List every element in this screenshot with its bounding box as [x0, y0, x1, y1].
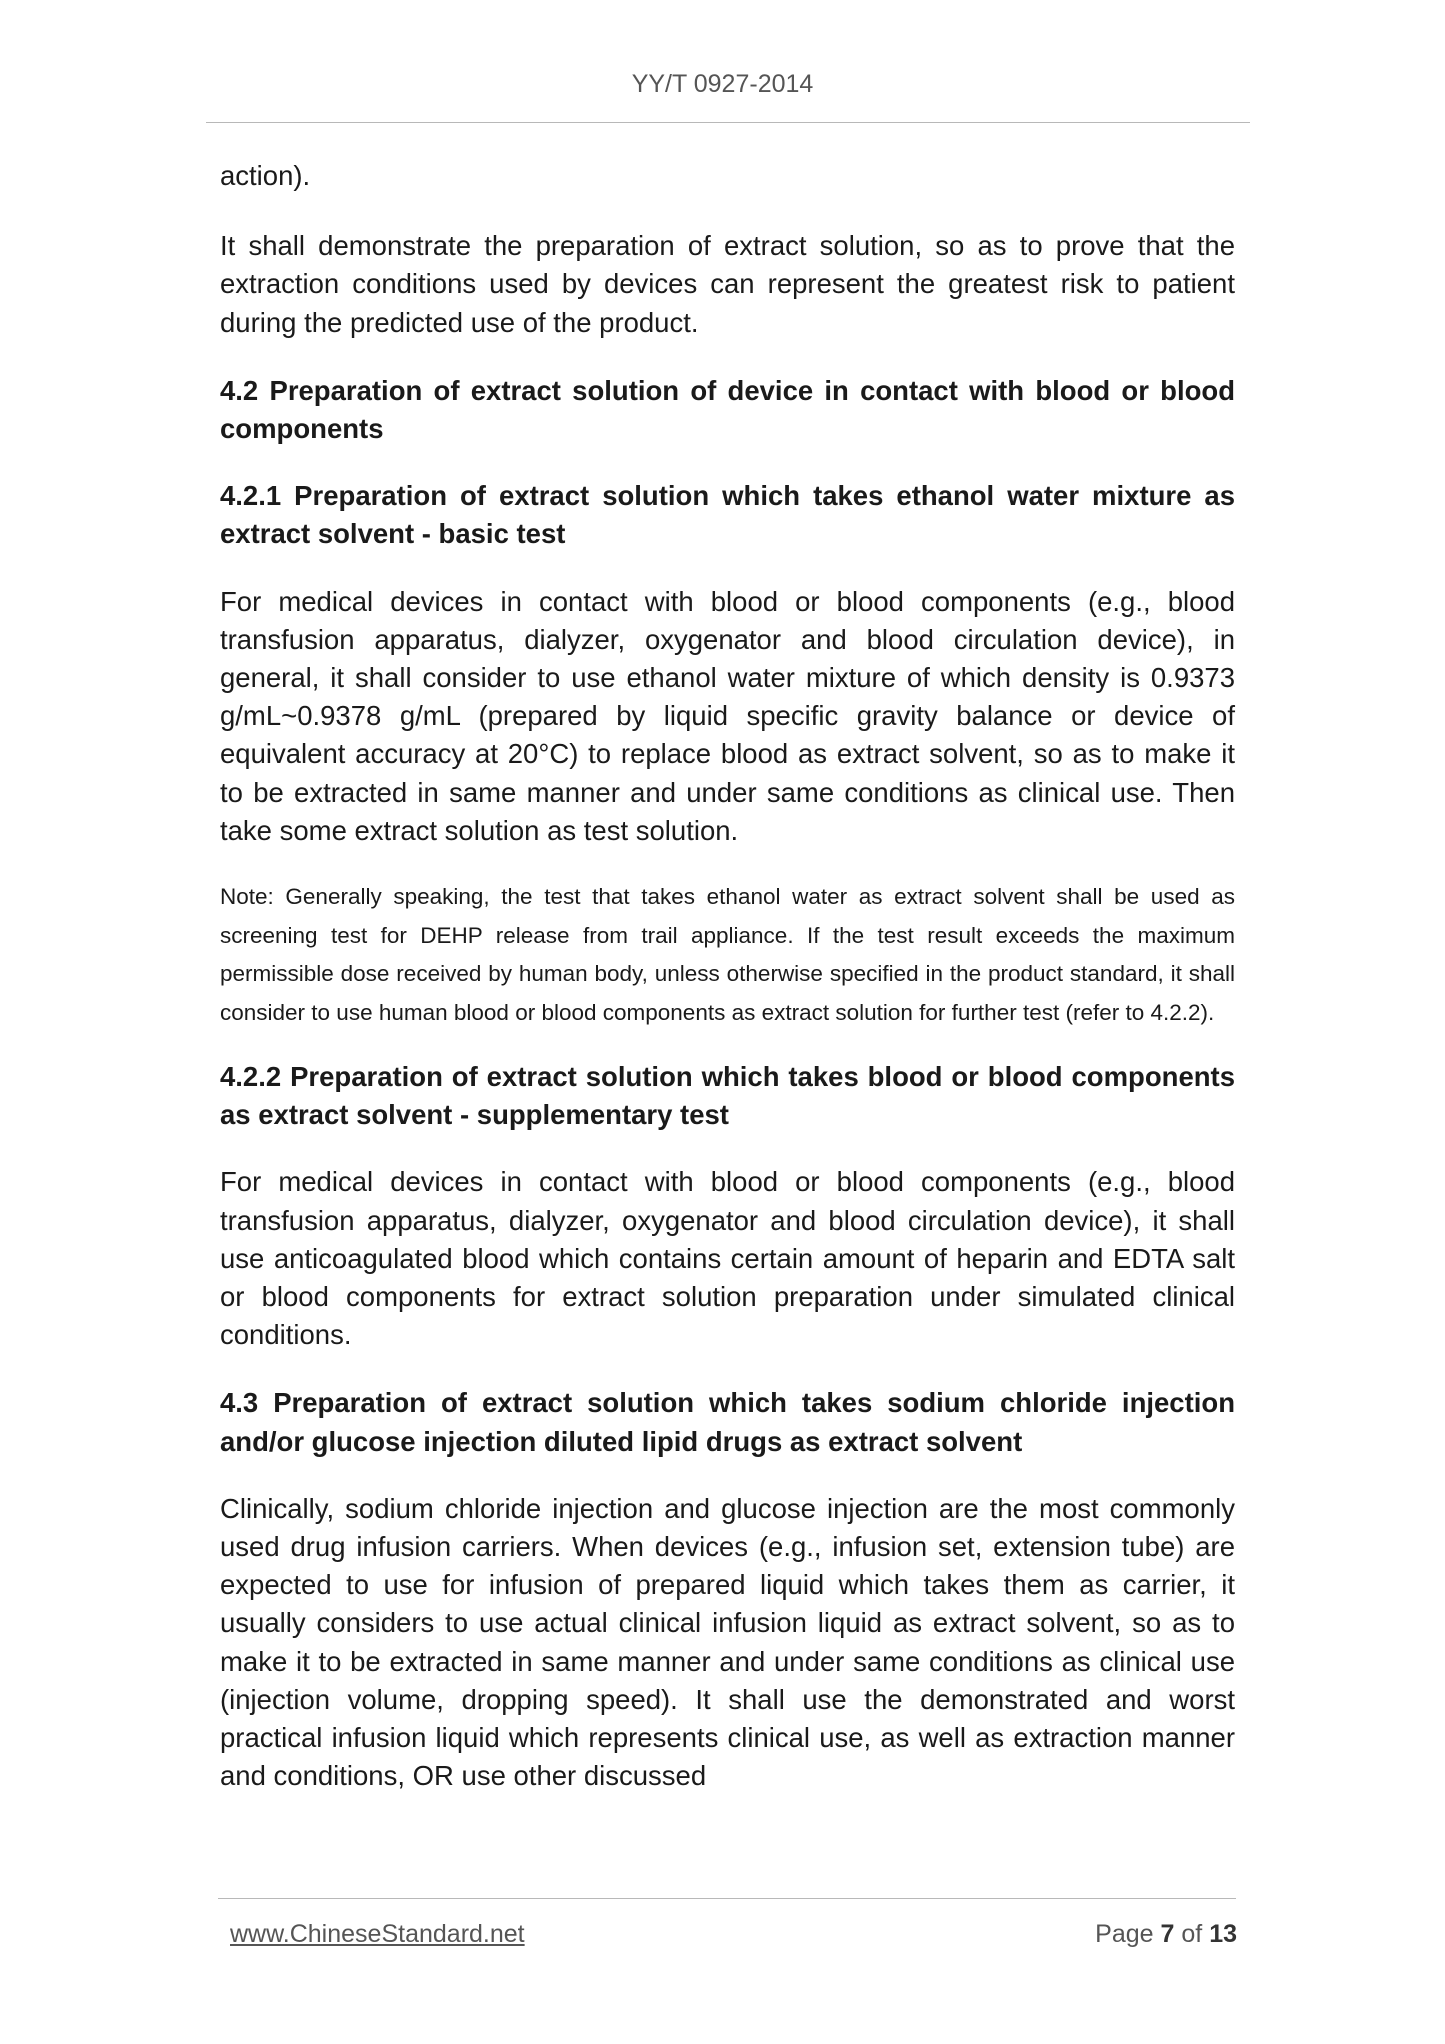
footer-divider [218, 1898, 1236, 1899]
page-current: 7 [1160, 1920, 1175, 1948]
section-heading-4-3: 4.3 Preparation of extract solution which takes sodium chloride injection and/or glucose injection diluted lipid drugs as extract solvent [220, 1387, 1235, 1457]
page-total: 13 [1209, 1920, 1237, 1948]
section-heading-4-2-1: 4.2.1 Preparation of extract solution which takes ethanol water mixture as extract solvent - basic test [220, 480, 1235, 550]
document-id-header: YY/T 0927-2014 [631, 70, 814, 98]
note-paragraph: Note: Generally speaking, the test that takes ethanol water as extract solvent shall be used as screening test for DEHP release from trail appliance. If the test result exceeds the maximum permissible dose received by human body, unless otherwise specified in the product standard, it shall consider to use human blood or blood components as extract solution for further test (refer to 4.2.2). [220, 884, 1235, 1025]
page-number [1095, 1920, 1237, 1949]
paragraph-demonstration: It shall demonstrate the preparation of extract solution, so as to prove that the extraction conditions used by devices can represent the greatest risk to patient during the predicted use of the product. [220, 230, 1235, 338]
paragraph-4-2-2: For medical devices in contact with blood or blood components (e.g., blood transfusion apparatus, dialyzer, oxygenator and blood circulation device), it shall use anticoagulated blood which contains certain amount of heparin and EDTA salt or blood components for extract solution preparation under simulated clinical conditions. [220, 1166, 1235, 1351]
page-body [220, 157, 1235, 1826]
page-of: of [1181, 1920, 1203, 1948]
paragraph-4-2-1: For medical devices in contact with blood or blood components (e.g., blood transfusion apparatus, dialyzer, oxygenator and blood circulation device), in general, it shall consider to use ethanol water mixture of which density is 0.9373 g/mL~0.9378 g/mL (prepared by liquid specific gravity balance or device of equivalent accuracy at 20°C) to replace blood as extract solvent, so as to make it to be extracted in same manner and under same conditions as clinical use. Then take some extract solution as test solution. [220, 585, 1235, 846]
section-heading-4-2-2: 4.2.2 Preparation of extract solution which takes blood or blood components as extract solvent - supplementary test [220, 1061, 1235, 1131]
section-heading-4-2: 4.2 Preparation of extract solution of device in contact with blood or blood components [220, 374, 1235, 445]
website-link[interactable]: www.ChineseStandard.net [230, 1920, 525, 1948]
page-prefix: Page [1095, 1920, 1154, 1948]
header-divider [206, 122, 1250, 123]
paragraph-continuation: action). [220, 160, 311, 191]
paragraph-4-3: Clinically, sodium chloride injection and glucose injection are the most commonly used drug infusion carriers. When devices (e.g., infusion set, extension tube) are expected to use for infusion of prepared liquid which takes them as carrier, it usually considers to use actual clinical infusion liquid as extract solvent, so as to make it to be extracted in same manner and under same conditions as clinical use (injection volume, dropping speed). It shall use the demonstrated and worst practical infusion liquid which represents clinical use, as well as extraction manner and conditions, OR use other discussed [220, 1492, 1235, 1792]
